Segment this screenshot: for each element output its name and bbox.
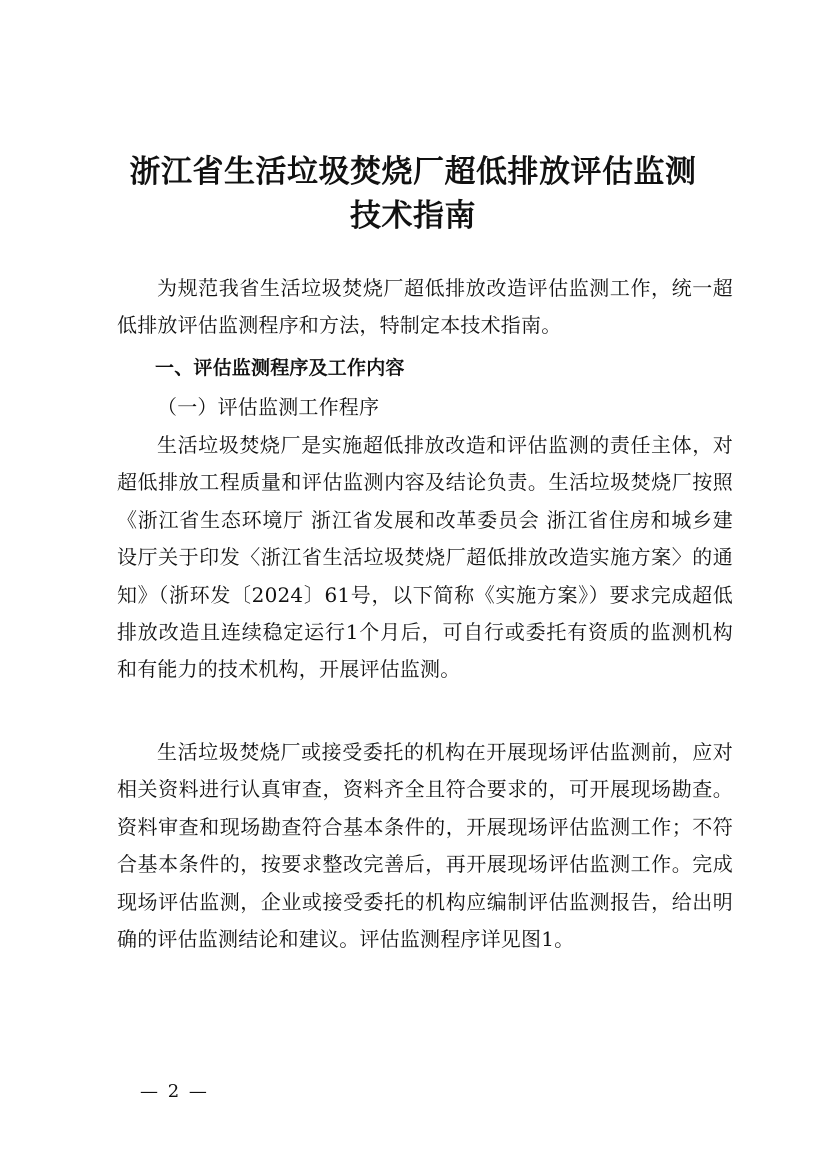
body-paragraph-procedure: 生活垃圾焚烧厂或接受委托的机构在开展现场评估监测前，应对相关资料进行认真审查，资料齐全且符合要求的，可开展现场勘查。资料审查和现场勘查符合基本条件的，开展现场评估监测工作；不符合基本条件的，按要求整改完善后，再开展现场评估监测工作。完成现场评估监测，企业或接受委托的机构应编制评估监测报告，给出明确的评估监测结论和建议。评估监测程序详见图1。 [117, 740, 733, 952]
subsection-heading: （一）评估监测工作程序 [157, 395, 380, 419]
page-number: — 2 — [140, 1081, 209, 1102]
body-paragraph-responsibility: 生活垃圾焚烧厂是实施超低排放改造和评估监测的责任主体，对超低排放工程质量和评估监测内容及结论负责。生活垃圾焚烧厂按照《浙江省生态环境厅 浙江省发展和改革委员会 浙江省住房和城乡建设厅关于印发〈浙江省生活垃圾焚烧厂超低排放改造实施方案〉的通知》（浙环发〔2024〕61号，以下简称《实施方案》）要求完成超低排放改造且连续稳定运行1个月后，可自行或委托有资质的监测机构和有能力的技术机构，开展评估监测。 [117, 433, 733, 682]
section-heading: 一、评估监测程序及工作内容 [155, 357, 405, 379]
intro-paragraph: 为规范我省生活垃圾焚烧厂超低排放改造评估监测工作，统一超低排放评估监测程序和方法，特制定本技术指南。 [117, 276, 733, 338]
document-title-line-1: 浙江省生活垃圾焚烧厂超低排放评估监测 [129, 154, 697, 190]
document-title-line-2: 技术指南 [350, 198, 476, 234]
